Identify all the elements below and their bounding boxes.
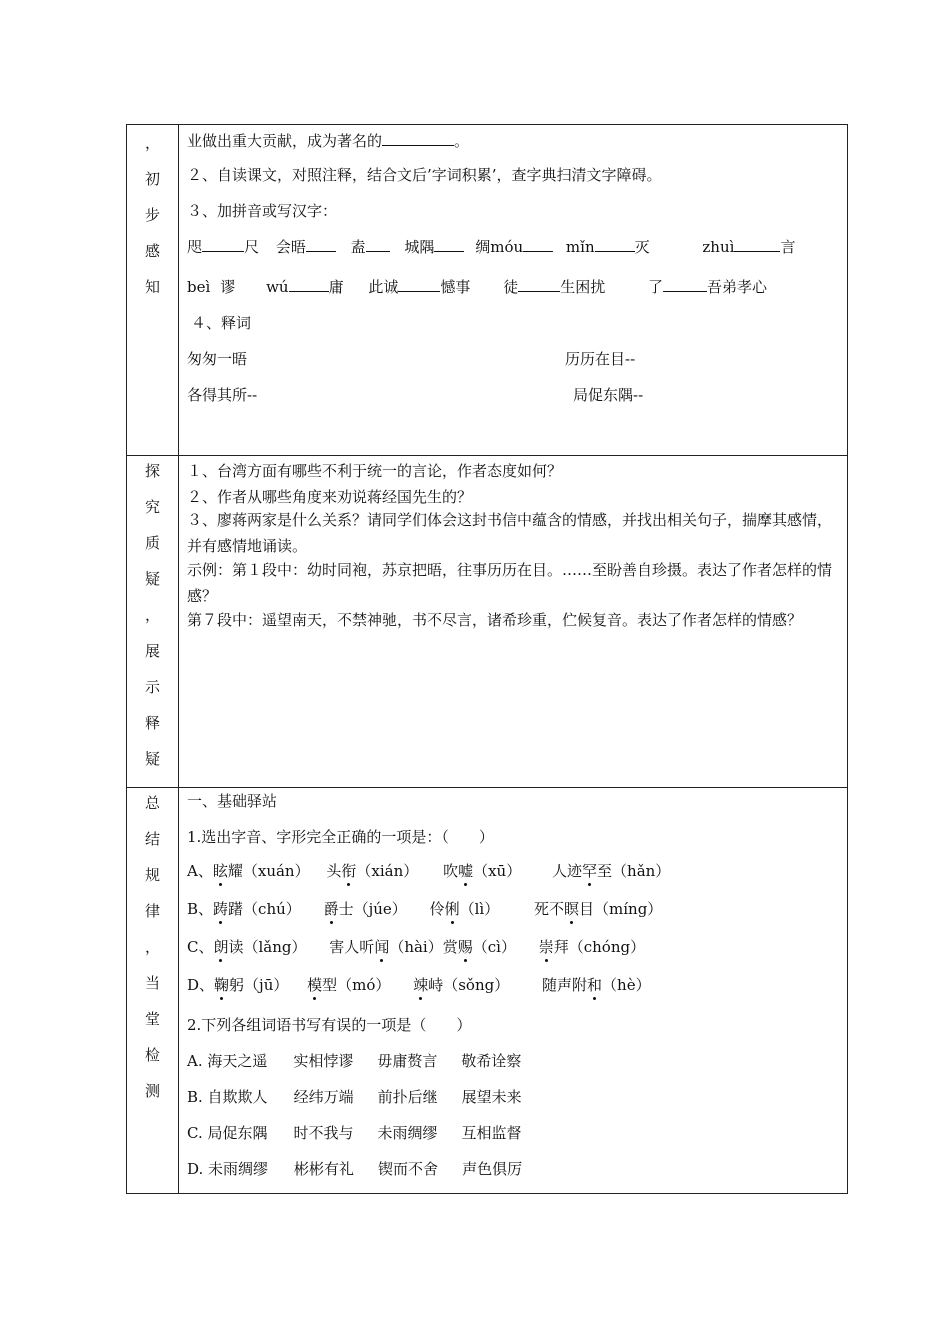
label-char: 知 (144, 278, 160, 296)
choice-word: 锲而不舍 (378, 1160, 439, 1178)
label-char: 质 (144, 534, 160, 552)
word: 了 (648, 278, 664, 296)
term-3: 各得其所-- (187, 386, 258, 404)
option-text: 士（júe） (338, 900, 407, 918)
s3-choice-a (187, 1051, 521, 1071)
option-text: 人迹 (552, 862, 583, 880)
label-char: 究 (144, 498, 160, 516)
term-4: 局促东隅-- (573, 386, 644, 404)
s1-line2: ２、自读课文，对照注释，结合文后’字词积累’，查字典扫清文字障碍。 (187, 166, 662, 184)
choice-word: 声色俱厉 (462, 1160, 523, 1178)
s3-choice-c (187, 1123, 522, 1143)
option-text: 随声附 (542, 976, 588, 994)
option-text: 拜（chóng） (553, 938, 646, 956)
pinyin: mǐn (565, 238, 595, 256)
label-char: 释 (144, 714, 160, 732)
choice-word: B. 自欺欺人 (187, 1088, 268, 1106)
option-letter: D、 (187, 976, 215, 994)
word: 谬 (220, 278, 236, 296)
s1-line1-end: 。 (454, 132, 470, 150)
fill-blank[interactable] (366, 237, 390, 252)
fill-blank[interactable] (663, 277, 707, 292)
choice-word: 实相悖谬 (293, 1052, 354, 1070)
fill-blank[interactable] (202, 237, 244, 252)
option-text: 躬（jū） (229, 976, 289, 994)
label-char: ， (144, 134, 160, 152)
row-divider (127, 455, 847, 456)
option-text: 目（míng） (579, 900, 663, 918)
choice-word: 时不我与 (293, 1124, 354, 1142)
word: 城隅 (404, 238, 435, 256)
word: 盍 (350, 238, 366, 256)
option-letter: C、 (187, 938, 214, 956)
s3-option-b (187, 899, 662, 919)
label-char: 疑 (144, 750, 160, 768)
option-text: 头 (326, 862, 342, 880)
word: 尺 (244, 238, 260, 256)
word: 庸 (328, 278, 344, 296)
choice-word: A. 海天之遥 (187, 1052, 268, 1070)
marked-char: 瞑 (564, 900, 580, 918)
worksheet-table (126, 124, 848, 1194)
marked-char: 爵 (323, 900, 339, 918)
pinyin: zhuì (702, 238, 735, 256)
fill-blank[interactable] (434, 237, 464, 252)
label-char: 疑 (144, 570, 160, 588)
word: 咫 (187, 238, 203, 256)
section-label-explore (127, 453, 178, 777)
option-text: 害人听 (329, 938, 375, 956)
marked-char: 衔 (341, 862, 357, 880)
s3-choice-b (187, 1087, 522, 1107)
s3-question-1: 1.选出字音、字形完全正确的一项是：（ ） (187, 828, 494, 846)
term-1: 匆匆一晤 (187, 350, 248, 368)
choice-word: 彬彬有礼 (294, 1160, 355, 1178)
term-2: 历历在目-- (565, 350, 636, 368)
label-char: 检 (144, 1046, 160, 1064)
option-text: （hè） (602, 976, 651, 994)
label-char: ， (144, 606, 160, 624)
s2-example-2: 第７段中：遥望南天，不禁神驰，书不尽言，诸希珍重，伫候复音。表达了作者怎样的情感？ (187, 611, 803, 629)
s2-question-2: ２、作者从哪些角度来劝说蒋经国先生的？ (187, 488, 473, 506)
s1-line1 (187, 131, 469, 151)
choice-word: D. 未雨绸缪 (187, 1160, 269, 1178)
fill-blank[interactable] (382, 131, 454, 146)
word: 徒 (503, 278, 519, 296)
option-text: 躇（chú） (228, 900, 301, 918)
marked-char: 朗 (213, 938, 229, 956)
option-text: （lì） (459, 900, 500, 918)
row-divider (127, 787, 847, 788)
option-text: 峙（sǒng） (428, 976, 510, 994)
choice-word: 展望未来 (461, 1088, 522, 1106)
word: 绸 (475, 238, 491, 256)
marked-char: 和 (587, 976, 603, 994)
section-label-summary (127, 785, 178, 1109)
s1-pinyin-row1 (187, 237, 795, 257)
choice-word: 毋庸赘言 (377, 1052, 438, 1070)
fill-blank[interactable] (734, 237, 780, 252)
marked-char: 眩 (212, 862, 228, 880)
s1-line1-text: 业做出重大贡献，成为著名的 (187, 132, 383, 150)
fill-blank[interactable] (595, 237, 635, 252)
s3-choice-d (187, 1159, 522, 1179)
label-char: 感 (144, 242, 160, 260)
option-text: 至（hǎn） (597, 862, 671, 880)
marked-char: 俐 (444, 900, 460, 918)
marked-char: 罕 (582, 862, 598, 880)
label-char: 步 (144, 206, 160, 224)
s2-question-1: １、台湾方面有哪些不利于统一的言论，作者态度如何？ (187, 462, 563, 480)
option-text: 读（lǎng） (228, 938, 307, 956)
marked-char: 闻 (374, 938, 390, 956)
fill-blank[interactable] (289, 277, 329, 292)
word: 言 (780, 238, 796, 256)
choice-word: 前扑后继 (377, 1088, 438, 1106)
label-char: 初 (144, 170, 160, 188)
marked-char: 鞠 (214, 976, 230, 994)
s2-question-3: ３、廖蒋两家是什么关系？请同学们体会这封书信中蕴含的情感，并找出相关句子，揣摩其感情，并有感情地诵读。 (187, 511, 833, 555)
option-text: 型（mó） (322, 976, 391, 994)
fill-blank[interactable] (306, 237, 336, 252)
fill-blank[interactable] (523, 237, 553, 252)
choice-word: 互相监督 (461, 1124, 522, 1142)
fill-blank[interactable] (398, 277, 440, 292)
s3-option-a (187, 861, 670, 881)
label-char: 堂 (144, 1010, 160, 1028)
s3-option-c (187, 937, 645, 957)
s2-example-1: 示例：第１段中：幼时同袍，苏京把晤，往事历历在目。……至盼善自珍摄。表达了作者怎样的情感？ (187, 561, 833, 605)
label-char: 示 (144, 678, 160, 696)
label-char: 规 (144, 866, 160, 884)
pinyin: móu (490, 238, 524, 256)
label-char: 总 (144, 794, 160, 812)
option-text: （hài）赏 (389, 938, 458, 956)
choice-word: 未雨绸缪 (377, 1124, 438, 1142)
label-char: 测 (144, 1082, 160, 1100)
label-char: 探 (144, 462, 160, 480)
marked-char: 嘘 (458, 862, 474, 880)
column-divider (178, 125, 179, 1193)
word: 憾事 (440, 278, 471, 296)
option-letter: A、 (187, 862, 213, 880)
fill-blank[interactable] (518, 277, 560, 292)
choice-word: 经纬万端 (293, 1088, 354, 1106)
marked-char: 赐 (457, 938, 473, 956)
s3-question-2: 2.下列各组词语书写有误的一项是（ ） (187, 1016, 472, 1034)
option-text: （xián） (356, 862, 419, 880)
label-char: 结 (144, 830, 160, 848)
s1-pinyin-row2 (187, 277, 767, 297)
option-text: 死不 (533, 900, 564, 918)
label-char: 当 (144, 974, 160, 992)
pinyin: beì (187, 278, 211, 296)
choice-word: C. 局促东隅 (187, 1124, 268, 1142)
word: 吾弟孝心 (707, 278, 768, 296)
label-char: 展 (144, 642, 160, 660)
option-text: 伶 (429, 900, 445, 918)
word: 灭 (634, 238, 650, 256)
s3-heading: 一、基础驿站 (187, 792, 278, 810)
marked-char: 竦 (413, 976, 429, 994)
label-char: ， (144, 938, 160, 956)
option-letter: B、 (187, 900, 214, 918)
section-label-preview (127, 125, 178, 305)
choice-word: 敬希诠察 (461, 1052, 522, 1070)
option-text: （xū） (473, 862, 522, 880)
marked-char: 踌 (213, 900, 229, 918)
option-text: 耀（xuán） (227, 862, 310, 880)
s3-option-d (187, 975, 651, 995)
marked-char: 模 (307, 976, 323, 994)
pinyin: wú (266, 278, 289, 296)
option-text: （cì） (472, 938, 516, 956)
option-text: 吹 (443, 862, 459, 880)
word: 此诚 (368, 278, 399, 296)
word: 生困扰 (560, 278, 606, 296)
marked-char: 崇 (538, 938, 554, 956)
label-char: 律 (144, 902, 160, 920)
s1-line3: ３、加拼音或写汉字： (187, 202, 338, 220)
word: 会晤 (275, 238, 306, 256)
s1-line6: ４、释词 (191, 314, 252, 332)
